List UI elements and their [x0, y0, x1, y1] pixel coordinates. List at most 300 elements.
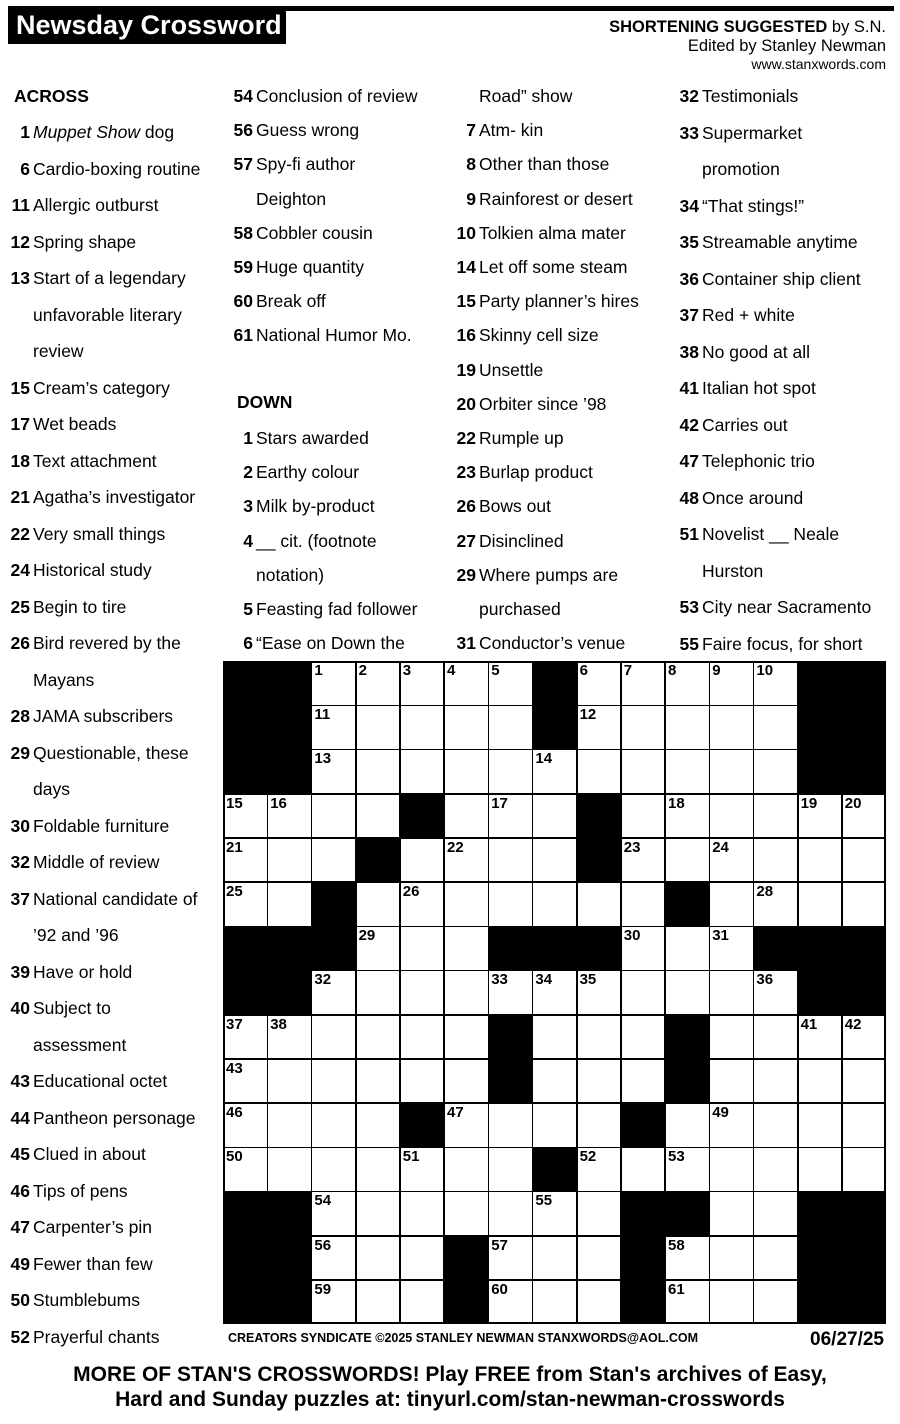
- grid-cell[interactable]: [709, 1280, 754, 1325]
- grid-cell[interactable]: [444, 1015, 489, 1060]
- grid-cell[interactable]: [753, 1103, 798, 1148]
- clue-number: 22: [10, 523, 30, 544]
- down-heading: DOWN: [237, 392, 293, 412]
- grid-cell[interactable]: [665, 1103, 710, 1148]
- clue-text: Spy-fi author: [256, 154, 356, 175]
- grid-cell[interactable]: [842, 794, 887, 839]
- cell-number: 14: [535, 750, 553, 768]
- grid-cell[interactable]: [532, 1280, 577, 1325]
- grid-cell[interactable]: [444, 1191, 489, 1236]
- clue-text: Wet beads: [33, 414, 117, 434]
- grid-cell[interactable]: [621, 970, 666, 1015]
- clue-text: Once around: [702, 487, 804, 508]
- clue-text: Prayerful chants: [33, 1326, 160, 1347]
- clue-text: Fewer than few: [33, 1253, 153, 1274]
- grid-cell[interactable]: [621, 1059, 666, 1104]
- grid-cell[interactable]: [621, 1147, 666, 1192]
- clue-text: Italian hot spot: [702, 378, 816, 398]
- grid-cell[interactable]: [709, 1236, 754, 1281]
- grid-cell[interactable]: [665, 705, 710, 750]
- cell-number: 3: [402, 662, 412, 679]
- clue-number: 1: [243, 428, 253, 448]
- black-square: [532, 1147, 577, 1192]
- clue-number: 33: [679, 122, 699, 143]
- grid-cell[interactable]: [753, 1059, 798, 1104]
- clue-text: Bows out: [479, 496, 551, 517]
- black-square: [621, 1103, 666, 1148]
- clue-text: ’92 and ’96: [33, 925, 119, 945]
- grid-cell[interactable]: [223, 1147, 268, 1192]
- clue-text: assessment: [33, 1034, 127, 1055]
- cell-number: 1: [314, 662, 323, 679]
- grid-cell[interactable]: [356, 1015, 401, 1060]
- grid-cell[interactable]: [311, 749, 356, 794]
- grid-cell[interactable]: [356, 705, 401, 750]
- clue-number: 5: [243, 599, 253, 619]
- clue-text: Cardio-boxing routine: [33, 158, 201, 179]
- grid-cell[interactable]: [532, 1103, 577, 1148]
- grid-cell[interactable]: [488, 749, 533, 794]
- grid-cell[interactable]: [709, 1191, 754, 1236]
- cell-number: 34: [535, 971, 553, 989]
- grid-cell[interactable]: [400, 1280, 445, 1325]
- clue-text: __ cit. (footnote: [256, 530, 377, 551]
- clue-text: Agatha’s investigator: [33, 487, 196, 507]
- grid-cell[interactable]: [621, 661, 666, 706]
- grid-cell[interactable]: [753, 661, 798, 706]
- grid-cell[interactable]: [709, 838, 754, 883]
- clue-text: Party planner’s hires: [479, 291, 639, 312]
- grid-cell[interactable]: [311, 1147, 356, 1192]
- cell-number: 11: [314, 706, 331, 724]
- grid-cell[interactable]: [311, 1280, 356, 1325]
- grid-cell[interactable]: [223, 794, 268, 839]
- grid-cell[interactable]: [444, 838, 489, 883]
- grid-cell[interactable]: [665, 970, 710, 1015]
- grid-cell[interactable]: [488, 794, 533, 839]
- cell-number: 53: [668, 1148, 685, 1166]
- grid-cell[interactable]: [621, 926, 666, 971]
- clue-text: Container ship client: [702, 268, 861, 289]
- black-square: [223, 1191, 268, 1236]
- black-square: [267, 1191, 312, 1236]
- grid-cell[interactable]: [665, 838, 710, 883]
- black-square: [798, 1191, 843, 1236]
- grid-cell[interactable]: [532, 838, 577, 883]
- grid-cell[interactable]: [621, 882, 666, 927]
- grid-cell[interactable]: [753, 1191, 798, 1236]
- grid-cell[interactable]: [267, 1059, 312, 1104]
- clue-text: Guess wrong: [256, 120, 360, 141]
- grid-cell[interactable]: [311, 1059, 356, 1104]
- cell-number: 19: [800, 794, 818, 812]
- grid-cell[interactable]: [267, 1015, 312, 1060]
- grid-cell[interactable]: [842, 882, 887, 927]
- grid-cell[interactable]: [532, 749, 577, 794]
- editor: Edited by Stanley Newman: [687, 37, 886, 55]
- grid-cell[interactable]: [798, 1147, 843, 1192]
- grid-cell[interactable]: [621, 838, 666, 883]
- grid-cell[interactable]: [267, 838, 312, 883]
- grid-cell[interactable]: [311, 794, 356, 839]
- grid-cell[interactable]: [577, 749, 622, 794]
- grid-cell[interactable]: [665, 794, 710, 839]
- grid-cell[interactable]: [577, 705, 622, 750]
- grid-cell[interactable]: [753, 970, 798, 1015]
- clue-text: Huge quantity: [256, 257, 364, 277]
- grid-cell[interactable]: [532, 882, 577, 927]
- grid-cell[interactable]: [400, 838, 445, 883]
- clue-number: 50: [10, 1290, 30, 1310]
- black-square: [532, 661, 577, 706]
- grid-cell[interactable]: [356, 749, 401, 794]
- grid-cell[interactable]: [311, 1236, 356, 1281]
- grid-cell[interactable]: [621, 749, 666, 794]
- clue-number: 35: [679, 232, 699, 252]
- clue-number: 39: [10, 961, 30, 982]
- grid-cell[interactable]: [444, 705, 489, 750]
- grid-cell[interactable]: [621, 794, 666, 839]
- grid-cell[interactable]: [753, 794, 798, 839]
- grid-cell[interactable]: [577, 1236, 622, 1281]
- cell-number: 57: [491, 1236, 508, 1254]
- grid-cell[interactable]: [444, 1147, 489, 1192]
- black-square: [798, 1280, 843, 1325]
- grid-cell[interactable]: [311, 1015, 356, 1060]
- grid-cell[interactable]: [356, 661, 401, 706]
- cell-number: 60: [491, 1280, 508, 1298]
- grid-cell[interactable]: [709, 661, 754, 706]
- grid-cell[interactable]: [400, 1015, 445, 1060]
- grid-cell[interactable]: [400, 749, 445, 794]
- clue-text: Stars awarded: [256, 428, 369, 448]
- grid-cell[interactable]: [842, 1059, 887, 1104]
- cell-number: 43: [226, 1059, 243, 1077]
- black-square: [798, 1236, 843, 1281]
- grid-cell[interactable]: [488, 1236, 533, 1281]
- grid-cell[interactable]: [444, 882, 489, 927]
- clue-number: 13: [10, 268, 30, 288]
- grid-cell[interactable]: [753, 1015, 798, 1060]
- black-square: [842, 1280, 887, 1325]
- grid-cell[interactable]: [223, 1015, 268, 1060]
- grid-cell[interactable]: [356, 1059, 401, 1104]
- grid-cell[interactable]: [753, 1236, 798, 1281]
- clue-text: Where pumps are: [479, 564, 619, 585]
- clue-number: 38: [679, 341, 699, 362]
- grid-cell[interactable]: [532, 970, 577, 1015]
- cell-number: 29: [358, 927, 376, 945]
- grid-cell[interactable]: [709, 749, 754, 794]
- cell-number: 24: [712, 838, 729, 856]
- grid-cell[interactable]: [798, 882, 843, 927]
- grid-cell[interactable]: [709, 1015, 754, 1060]
- clue-text: National Humor Mo.: [256, 325, 412, 346]
- cell-number: 51: [402, 1148, 420, 1166]
- grid-cell[interactable]: [665, 1236, 710, 1281]
- grid-cell[interactable]: [753, 705, 798, 750]
- clue-number: 21: [10, 487, 30, 507]
- grid-cell[interactable]: [488, 882, 533, 927]
- credit-line: CREATORS SYNDICATE ©2025 STANLEY NEWMAN STANXWORDS@AOL.COM: [228, 1331, 699, 1345]
- grid-cell[interactable]: [577, 661, 622, 706]
- grid-cell[interactable]: [709, 1059, 754, 1104]
- grid-cell[interactable]: [798, 1103, 843, 1148]
- grid-cell[interactable]: [400, 1059, 445, 1104]
- grid-cell[interactable]: [488, 838, 533, 883]
- grid-cell[interactable]: [798, 794, 843, 839]
- grid-cell[interactable]: [577, 1059, 622, 1104]
- cell-number: 12: [579, 706, 597, 724]
- grid-cell[interactable]: [532, 1015, 577, 1060]
- grid-cell[interactable]: [621, 1015, 666, 1060]
- clue-text: Questionable, these: [33, 742, 189, 763]
- grid-cell[interactable]: [267, 1147, 312, 1192]
- grid-cell[interactable]: [842, 1015, 887, 1060]
- clue-number: 52: [10, 1326, 30, 1347]
- grid-cell[interactable]: [400, 1236, 445, 1281]
- clue-text: Start of a legendary: [33, 268, 186, 288]
- clue-text: promotion: [702, 159, 780, 179]
- grid-cell[interactable]: [842, 1147, 887, 1192]
- clue-text: City near Sacramento: [702, 597, 872, 617]
- grid-cell[interactable]: [267, 1103, 312, 1148]
- grid-cell[interactable]: [356, 1103, 401, 1148]
- grid-cell[interactable]: [400, 1191, 445, 1236]
- black-square: [267, 705, 312, 750]
- clue-number: 17: [10, 414, 30, 434]
- clue-text: Carpenter’s pin: [33, 1217, 153, 1237]
- grid-cell[interactable]: [400, 661, 445, 706]
- grid-cell[interactable]: [577, 882, 622, 927]
- clue-number: 10: [456, 222, 476, 243]
- grid-cell[interactable]: [753, 749, 798, 794]
- grid-cell[interactable]: [665, 749, 710, 794]
- grid-cell[interactable]: [488, 1147, 533, 1192]
- grid-cell[interactable]: [444, 661, 489, 706]
- clue-text: review: [33, 341, 84, 361]
- black-square: [223, 661, 268, 706]
- grid-cell[interactable]: [267, 882, 312, 927]
- grid-cell[interactable]: [753, 882, 798, 927]
- clue-text: Supermarket: [702, 122, 803, 143]
- promo: [0, 1362, 900, 1412]
- grid-cell[interactable]: [311, 661, 356, 706]
- clue-text: Clued in about: [33, 1144, 146, 1164]
- cell-number: 33: [491, 971, 508, 989]
- clue-number: 30: [10, 815, 30, 836]
- cell-number: 49: [712, 1104, 729, 1121]
- grid-cell[interactable]: [488, 970, 533, 1015]
- grid-cell[interactable]: [665, 926, 710, 971]
- clue-text: Burlap product: [479, 462, 593, 483]
- clue-text: Foldable furniture: [33, 815, 170, 836]
- grid-cell[interactable]: [577, 1191, 622, 1236]
- grid-cell[interactable]: [400, 705, 445, 750]
- cell-number: 52: [579, 1148, 597, 1166]
- grid-cell[interactable]: [356, 794, 401, 839]
- grid-cell[interactable]: [356, 882, 401, 927]
- grid-cell[interactable]: [842, 838, 887, 883]
- grid-cell[interactable]: [798, 1059, 843, 1104]
- grid-cell[interactable]: [488, 1191, 533, 1236]
- grid-cell[interactable]: [223, 1059, 268, 1104]
- grid-cell[interactable]: [577, 1280, 622, 1325]
- grid-cell[interactable]: [400, 1147, 445, 1192]
- clue-text: Streamable anytime: [702, 232, 858, 252]
- grid-cell[interactable]: [223, 882, 268, 927]
- black-square: [753, 926, 798, 971]
- grid-cell[interactable]: [311, 1191, 356, 1236]
- black-square: [842, 749, 887, 794]
- grid-cell[interactable]: [577, 1103, 622, 1148]
- clue-number: 40: [10, 998, 30, 1018]
- clue-number: 15: [456, 291, 476, 312]
- cell-number: 16: [270, 794, 287, 812]
- grid-cell[interactable]: [444, 1103, 489, 1148]
- clue-text: Earthy colour: [256, 462, 360, 483]
- cell-number: 40: [667, 1014, 684, 1032]
- grid-cell[interactable]: [532, 794, 577, 839]
- cell-number: 23: [623, 838, 641, 856]
- grid-cell[interactable]: [532, 1191, 577, 1236]
- byline: [609, 18, 886, 73]
- grid-cell[interactable]: [709, 1147, 754, 1192]
- clue-text: Novelist __ Neale: [702, 524, 840, 544]
- grid-cell[interactable]: [709, 970, 754, 1015]
- grid-cell[interactable]: [311, 705, 356, 750]
- clue-number: 37: [679, 305, 699, 325]
- puzzle-title: Newsday Crossword: [8, 6, 286, 44]
- grid-cell[interactable]: [798, 838, 843, 883]
- grid-cell[interactable]: [444, 1059, 489, 1104]
- grid-cell[interactable]: [488, 1280, 533, 1325]
- clue-number: 42: [679, 414, 699, 435]
- clue-number: 3: [243, 496, 253, 517]
- grid-cell[interactable]: [665, 1147, 710, 1192]
- grid-cell[interactable]: [311, 970, 356, 1015]
- grid-cell[interactable]: [444, 926, 489, 971]
- clue-number: 12: [10, 231, 30, 252]
- grid-cell[interactable]: [665, 1280, 710, 1325]
- clue-number: 53: [679, 597, 699, 617]
- cell-number: 32: [314, 971, 332, 989]
- grid-cell[interactable]: [577, 1015, 622, 1060]
- grid-cell[interactable]: [532, 1236, 577, 1281]
- clue-number: 1: [20, 122, 30, 142]
- clue-number: 55: [679, 633, 699, 654]
- grid-cell[interactable]: [400, 970, 445, 1015]
- grid-cell[interactable]: [621, 705, 666, 750]
- clue-text: purchased: [479, 598, 561, 619]
- grid-cell[interactable]: [753, 1147, 798, 1192]
- clue-text: Road” show: [479, 86, 573, 106]
- cell-number: 9: [712, 662, 721, 679]
- grid-cell[interactable]: [709, 705, 754, 750]
- grid-cell[interactable]: [709, 882, 754, 927]
- grid-cell[interactable]: [356, 970, 401, 1015]
- grid-cell[interactable]: [356, 1280, 401, 1325]
- cell-number: 2: [358, 662, 367, 679]
- grid-cell[interactable]: [798, 1015, 843, 1060]
- clue-text: Very small things: [33, 523, 166, 544]
- cell-number: 50: [226, 1148, 243, 1166]
- grid-cell[interactable]: [444, 794, 489, 839]
- grid-cell[interactable]: [577, 970, 622, 1015]
- clue-text: Have or hold: [33, 961, 133, 982]
- clue-number: 4: [243, 530, 253, 551]
- grid-cell[interactable]: [577, 1147, 622, 1192]
- author: by S.N.: [831, 18, 886, 36]
- clue-text: Let off some steam: [479, 257, 628, 277]
- clue-text: National candidate of: [33, 888, 198, 909]
- clue-text: Tolkien alma mater: [479, 222, 626, 243]
- grid-cell[interactable]: [488, 661, 533, 706]
- clue-text: Cream’s category: [33, 377, 170, 398]
- grid-cell[interactable]: [753, 1280, 798, 1325]
- clue-number: 47: [10, 1217, 30, 1237]
- cell-number: 30: [623, 927, 641, 945]
- black-square: [267, 1236, 312, 1281]
- grid-cell[interactable]: [488, 705, 533, 750]
- black-square: [311, 926, 356, 971]
- grid-cell[interactable]: [709, 926, 754, 971]
- clue-text: Telephonic trio: [702, 451, 815, 471]
- clue-number: 32: [679, 86, 699, 106]
- grid-cell[interactable]: [488, 1103, 533, 1148]
- clue-text: “That stings!”: [702, 195, 805, 216]
- grid-cell[interactable]: [223, 838, 268, 883]
- grid-cell[interactable]: [753, 838, 798, 883]
- clue-text: Conductor’s venue: [479, 633, 626, 654]
- clue-number: 22: [456, 428, 476, 448]
- clue-number: 7: [466, 120, 476, 141]
- black-square: [488, 1015, 533, 1060]
- grid-cell[interactable]: [444, 970, 489, 1015]
- grid-cell[interactable]: [356, 926, 401, 971]
- grid-cell[interactable]: [311, 838, 356, 883]
- clue-text: Skinny cell size: [479, 325, 599, 346]
- grid-cell[interactable]: [532, 1059, 577, 1104]
- cell-number: 10: [756, 662, 774, 679]
- black-square: [798, 749, 843, 794]
- grid-cell[interactable]: [400, 926, 445, 971]
- clue-number: 43: [10, 1071, 30, 1091]
- clue-number: 61: [233, 325, 253, 346]
- cell-number: 25: [226, 883, 243, 900]
- clue-text: Testimonials: [702, 86, 799, 106]
- cell-number: 55: [535, 1192, 553, 1210]
- grid-cell[interactable]: [356, 1191, 401, 1236]
- grid-cell[interactable]: [267, 794, 312, 839]
- grid-cell[interactable]: [709, 1103, 754, 1148]
- grid-cell[interactable]: [665, 661, 710, 706]
- grid-cell[interactable]: [356, 1236, 401, 1281]
- clue-number: 36: [679, 268, 699, 289]
- clue-text: Conclusion of review: [256, 86, 418, 106]
- grid-cell[interactable]: [842, 1103, 887, 1148]
- grid-cell[interactable]: [444, 749, 489, 794]
- cell-number: 44: [490, 1058, 507, 1076]
- grid-cell[interactable]: [709, 794, 754, 839]
- promo-line-1: MORE OF STAN'S CROSSWORDS! Play FREE from Stan's archives of Easy,: [73, 1363, 827, 1386]
- grid-cell[interactable]: [356, 1147, 401, 1192]
- clue-text: Cobbler cousin: [256, 222, 373, 243]
- clue-number: 2: [243, 462, 253, 483]
- grid-cell[interactable]: [311, 1103, 356, 1148]
- grid-cell[interactable]: [400, 882, 445, 927]
- grid-cell[interactable]: [223, 1103, 268, 1148]
